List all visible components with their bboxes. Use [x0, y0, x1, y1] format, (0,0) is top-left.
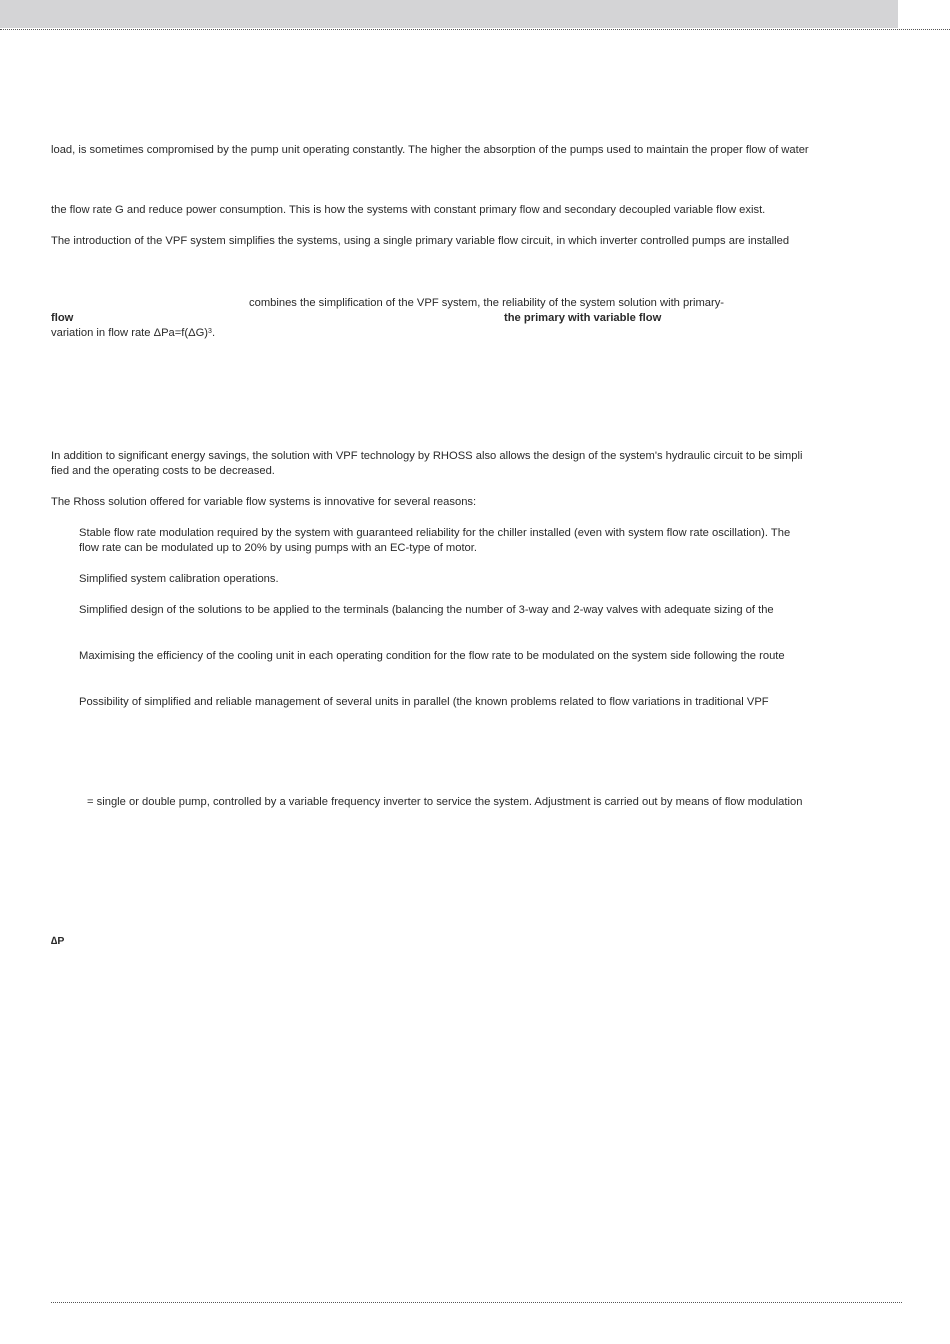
- paragraph-line: load, is sometimes compromised by the pump unit operating constantly. The higher the absorption of the pumps used to maintain the proper flow of water: [51, 144, 809, 156]
- formula-text: variation in flow rate ΔPa=f(ΔG): [51, 327, 209, 339]
- list-item: Stable flow rate modulation required by the system with guaranteed reliability for the chiller installed (even with system flow rate oscillation). The: [79, 527, 791, 539]
- list-item: Simplified design of the solutions to be applied to the terminals (balancing the number of 3-way and 2-way valves with adequate sizing of the: [79, 604, 774, 616]
- bold-text: flow: [51, 312, 74, 324]
- formula-exponent: 3: [208, 328, 212, 335]
- paragraph-line: fied and the operating costs to be decreased.: [51, 465, 275, 477]
- formula-line: [51, 326, 215, 341]
- footer-divider: [51, 1302, 902, 1303]
- header-bar: [0, 0, 898, 28]
- paragraph-line: In addition to significant energy savings, the solution with VPF technology by RHOSS also allows the design of the system's hydraulic circuit to be simpli: [51, 450, 803, 462]
- paragraph-line: the flow rate G and reduce power consumption. This is how the systems with constant primary flow and secondary decoupled variable flow exist.: [51, 204, 766, 216]
- list-item: Possibility of simplified and reliable management of several units in parallel (the known problems related to flow variations in traditional VPF: [79, 696, 769, 708]
- list-item: flow rate can be modulated up to 20% by using pumps with an EC-type of motor.: [79, 542, 477, 554]
- paragraph-line: The Rhoss solution offered for variable flow systems is innovative for several reasons:: [51, 496, 477, 508]
- paragraph-line: combines the simplification of the VPF system, the reliability of the system solution with primary-: [249, 297, 725, 309]
- paragraph-line: The introduction of the VPF system simplifies the systems, using a single primary variable flow circuit, in which inverter controlled pumps are installed: [51, 235, 790, 247]
- list-item: Simplified system calibration operations.: [79, 573, 279, 585]
- delta-p-label: ∆P: [51, 935, 65, 947]
- pump-definition: = single or double pump, controlled by a variable frequency inverter to service the system. Adjustment is carried out by means of flow modulation: [87, 796, 803, 808]
- header-divider: [0, 29, 950, 30]
- list-item: Maximising the efficiency of the cooling unit in each operating condition for the flow rate to be modulated on the system side following the route: [79, 650, 785, 662]
- bold-text: the primary with variable flow: [504, 312, 662, 324]
- formula-end: .: [211, 327, 216, 339]
